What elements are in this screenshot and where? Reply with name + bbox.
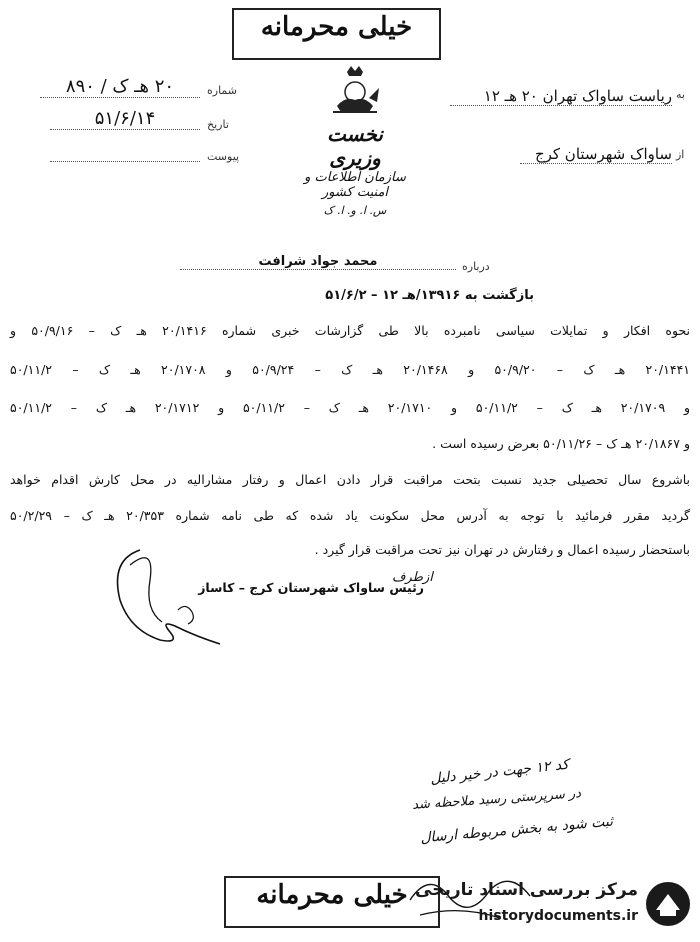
watermark-text-fa: مرکز بررسی اسناد تاریخی — [415, 880, 638, 900]
top-classification-stamp — [232, 8, 441, 60]
handwritten-note-1: کد ۱۲ جهت در خیر دلیل — [429, 756, 570, 788]
from-value: ساواک شهرستان کرج — [534, 145, 672, 163]
from-line — [520, 144, 672, 164]
subject-line — [180, 250, 456, 270]
signature-initial: ازطرف — [392, 570, 433, 585]
to-prefix: به — [676, 88, 685, 101]
handwritten-note-3: ثبت شود به بخش مربوطه ارسال — [419, 813, 614, 847]
date-value: ۵۱/۶/۱۴ — [50, 108, 200, 130]
date-label: تاریخ — [207, 118, 229, 131]
archive-logo-icon — [644, 880, 692, 928]
top-stamp-text: خیلی محرمانه — [260, 12, 413, 42]
signature-title: رئیس ساواک شهرستان کرج – کاساز — [198, 580, 424, 595]
to-value: ریاست ساواک تهران ۲۰ هـ ۱۲ — [483, 87, 672, 105]
attachment-line — [50, 160, 200, 162]
subject-label: درباره — [462, 260, 490, 273]
body-line-3: و ۲۰/۱۷۰۹ هـ ک – ۵۰/۱۱/۲ و ۲۰/۱۷۱۰ هـ ک – ۵۰/۱۱/۲ و ۲۰/۱۷۱۲ هـ ک – ۵۰/۱۱/۲ — [10, 400, 691, 415]
body-line-1: نحوه افکار و تمایلات سیاسی نامبرده بالا طی گزارشات خبری شماره ۲۰/۱۴۱۶ هـ ک – ۵۰/۹/۱۶ و — [10, 323, 690, 338]
signature-scribble — [100, 540, 240, 660]
watermark-text-en: historydocuments.ir — [478, 908, 638, 924]
number-value: ۲۰ هـ ک / ۸۹۰ — [40, 76, 200, 98]
emblem-title: نخست وزیری — [327, 122, 383, 170]
bottom-stamp-text: خیلی محرمانه — [256, 880, 408, 910]
watermark — [415, 878, 692, 934]
lion-and-sun-icon — [325, 62, 385, 122]
subject-value: محمد جواد شرافت — [258, 254, 378, 269]
reference-line: بازگشت به ۱۳۹۱۶/هـ ۱۲ – ۵۱/۶/۲ — [325, 288, 534, 303]
handwritten-note-2: در سرپرستی رسید ملاحظه شد — [411, 786, 582, 813]
number-label: شماره — [207, 84, 238, 97]
body-line-2: ۲۰/۱۴۴۱ هـ ک – ۵۰/۹/۲۰ و ۲۰/۱۴۶۸ هـ ک – ۵۰/۹/۲۴ و ۲۰/۱۷۰۸ هـ ک – ۵۰/۱۱/۲ — [10, 362, 690, 377]
bottom-classification-stamp — [224, 876, 440, 928]
from-prefix: از — [676, 148, 685, 161]
emblem-code: س. ا. و. ا. ک — [323, 204, 387, 217]
attachment-label: پیوست — [207, 150, 240, 163]
body-line-4: و ۲۰/۱۸۶۷ هـ ک – ۵۰/۱۱/۲۶ بعرض رسیده است . — [432, 436, 690, 451]
body-line-5: باشروع سال تحصیلی جدید نسبت بتحت مراقبت قرار دادن اعمال و رفتار مشارالیه در محل کارش اقدام خواهد — [10, 472, 690, 487]
emblem — [300, 62, 410, 217]
body-line-7: باستحضار رسیده اعمال و رفتارش در تهران نیز تحت مراقبت قرار گیرد . — [314, 542, 690, 557]
to-line — [450, 86, 672, 106]
body-line-6: گردید مقرر فرمائید با توجه به آدرس محل سکونت یاد شده که طی نامه شماره ۲۰/۳۵۳ هـ ک – ۵۰/۲/۲۹ — [10, 508, 690, 523]
emblem-subtitle: سازمان اطلاعات و امنیت کشور — [304, 170, 406, 200]
